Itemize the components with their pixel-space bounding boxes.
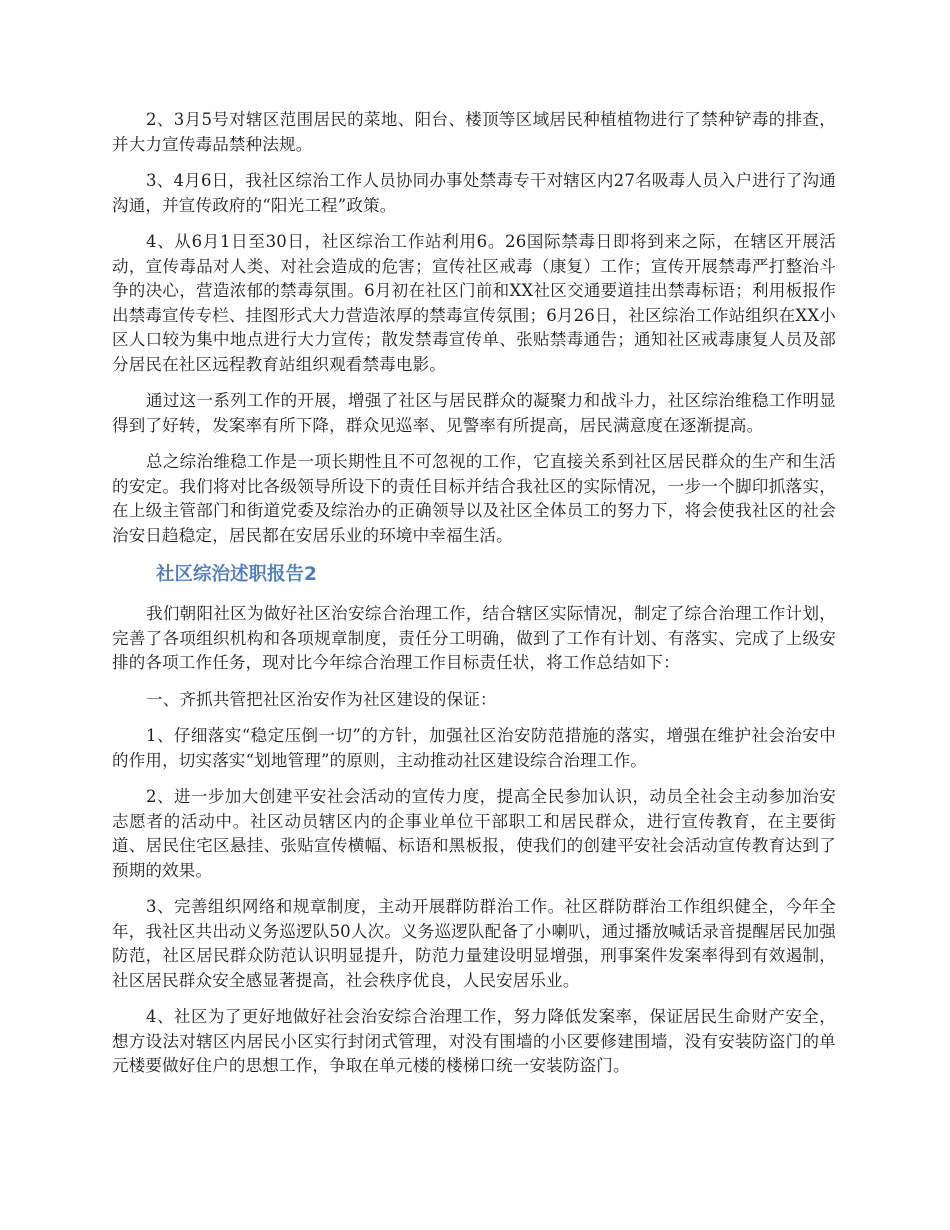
document-page xyxy=(112,108,836,1091)
paragraph-6: 我们朝阳社区为做好社区治安综合治理工作，结合辖区实际情况，制定了综合治理工作计划，完善了各项组织机构和各项规章制度，责任分工明确，做到了工作有计划、有落实、完成了上级安排的各项工作任务，现对比今年综合治理工作目标责任状，将工作总结如下： xyxy=(112,604,836,672)
paragraph-2: 3、4月6日，我社区综治工作人员协同办事处禁毒专干对辖区内27名吸毒人员入户进行了沟通沟通，并宣传政府的“阳光工程”政策。 xyxy=(112,171,836,215)
paragraph-4: 通过这一系列工作的开展，增强了社区与居民群众的凝聚力和战斗力，社区综治维稳工作明显得到了好转，发案率有所下降，群众见巡率、见警率有所提高，居民满意度在逐渐提高。 xyxy=(112,391,836,435)
section-heading: 社区综治述职报告2 xyxy=(156,564,317,585)
paragraph-1: 2、3月5号对辖区范围居民的菜地、阳台、楼顶等区域居民种植植物进行了禁种铲毒的排查，并大力宣传毒品禁种法规。 xyxy=(112,110,836,154)
paragraph-10: 3、完善组织网络和规章制度，主动开展群防群治工作。社区群防群治工作组织健全，今年全年，我社区共出动义务巡逻队50人次。义务巡逻队配备了小喇叭，通过播放喊话录音提醒居民加强防范，社区居民群众防范认识明显提升，防范力量建设明显增强，刑事案件发案率得到有效遏制，社区居民群众安全感显著提高，社会秩序优良，人民安居乐业。 xyxy=(112,897,836,990)
paragraph-3: 4、从6月1日至30日，社区综治工作站利用6。26国际禁毒日即将到来之际，在辖区开展活动，宣传毒品对人类、对社会造成的危害；宣传社区戒毒（康复）工作；宣传开展禁毒严打整治斗争的决心，营造浓郁的禁毒氛围。6月初在社区门前和XX社区交通要道挂出禁毒标语；利用板报作出禁毒宣传专栏、挂图形式大力营造浓厚的禁毒宣传氛围；6月26日，社区综治工作站组织在XX小区人口较为集中地点进行大力宣传；散发禁毒宣传单、张贴禁毒通告；通知社区戒毒康复人员及部分居民在社区远程教育站组织观看禁毒电影。 xyxy=(112,232,836,374)
paragraph-5: 总之综治维稳工作是一项长期性且不可忽视的工作，它直接关系到社区居民群众的生产和生活的安定。我们将对比各级领导所设下的责任目标并结合我社区的实际情况，一步一个脚印抓落实，在上级主管部门和街道党委及综治办的正确领导以及社区全体员工的努力下，将会使我社区的社会治安日趋稳定，居民都在安居乐业的环境中幸福生活。 xyxy=(112,452,836,545)
paragraph-11: 4、社区为了更好地做好社会治安综合治理工作，努力降低发案率，保证居民生命财产安全，想方设法对辖区内居民小区实行封闭式管理，对没有围墙的小区要修建围墙，没有安装防盗门的单元楼要做好住户的思想工作，争取在单元楼的楼梯口统一安装防盗门。 xyxy=(112,1007,836,1075)
paragraph-8: 1、仔细落实“稳定压倒一切”的方针，加强社区治安防范措施的落实，增强在维护社会治安中的作用，切实落实“划地管理”的原则，主动推动社区建设综合治理工作。 xyxy=(112,726,836,770)
paragraph-7: 一、齐抓共管把社区治安作为社区建设的保证： xyxy=(146,689,497,709)
paragraph-9: 2、进一步加大创建平安社会活动的宣传力度，提高全民参加认识，动员全社会主动参加治安志愿者的活动中。社区动员辖区内的企事业单位干部职工和居民群众，进行宣传教育，在主要街道、居民住宅区悬挂、张贴宣传横幅、标语和黑板报，使我们的创建平安社会活动宣传教育达到了预期的效果。 xyxy=(112,787,836,880)
